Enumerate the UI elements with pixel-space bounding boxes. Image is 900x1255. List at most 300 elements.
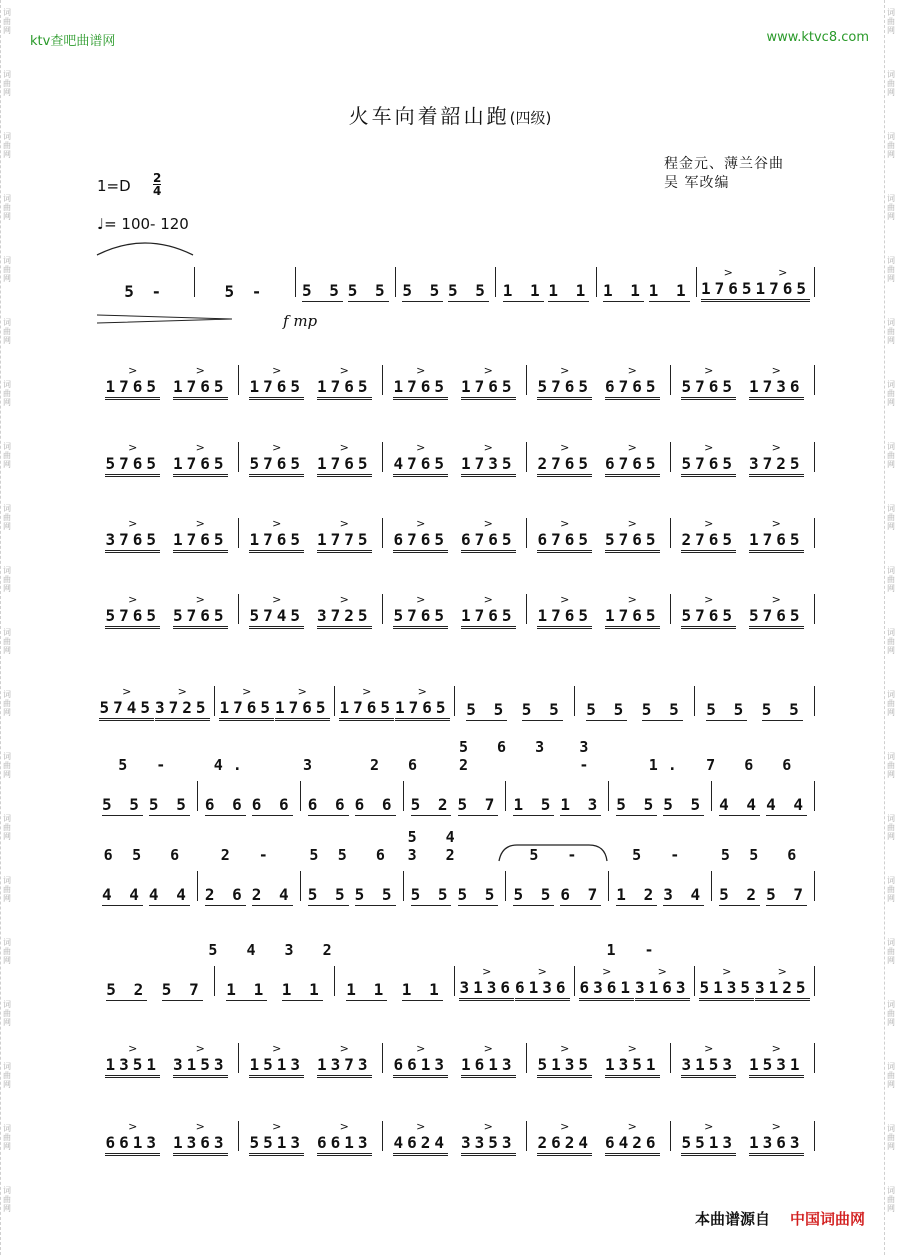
- note-text: 1 1: [548, 281, 590, 300]
- watermark-text: 词 曲 网: [3, 628, 11, 655]
- accent-mark: >: [339, 364, 349, 377]
- note-group: [155, 686, 210, 721]
- note-group: [605, 1121, 660, 1156]
- accent-mark: >: [704, 593, 714, 606]
- note-group: [681, 1043, 736, 1078]
- tempo-marking: ♩= 100- 120: [97, 215, 189, 233]
- note-text: 5765: [749, 606, 804, 629]
- note-text: 5765: [105, 454, 160, 477]
- note-group: [105, 442, 160, 477]
- note-group: [515, 966, 570, 1001]
- accent-mark: >: [272, 517, 282, 530]
- note-group: [205, 783, 246, 816]
- upper-voice-measure: [198, 842, 301, 864]
- note-group: [105, 1121, 160, 1156]
- accent-mark: >: [560, 1120, 570, 1133]
- watermark-text: 词 曲 网: [887, 442, 895, 469]
- page-title: [0, 100, 900, 129]
- note-group: [393, 594, 448, 629]
- note-text: 3153: [173, 1055, 228, 1078]
- note-text: 3765: [105, 530, 160, 553]
- accent-mark: >: [416, 364, 426, 377]
- measure: [455, 681, 574, 721]
- note-group: [249, 1121, 304, 1156]
- measure: [95, 360, 238, 400]
- accent-mark: >: [483, 517, 493, 530]
- accent-mark: >: [627, 441, 637, 454]
- upper-voice-notes: 5 -: [632, 846, 690, 864]
- note-text: 5 5: [466, 700, 508, 719]
- accent-mark: >: [272, 593, 282, 606]
- upper-voice-notes: 5 6: [749, 846, 807, 864]
- note-group: [219, 686, 274, 721]
- note-group: [605, 594, 660, 629]
- measure: [198, 866, 300, 906]
- note-group: [317, 1121, 372, 1156]
- note-group: [173, 1043, 228, 1078]
- note-text: 3136: [459, 978, 514, 1001]
- watermark-text: 词 曲 网: [3, 1186, 11, 1213]
- accent-mark: >: [339, 1042, 349, 1055]
- note-text: 1373: [317, 1055, 372, 1078]
- note-text: 5765: [681, 606, 736, 629]
- note-text: 3353: [461, 1133, 516, 1156]
- note-group: [308, 873, 349, 906]
- note-group: [749, 442, 804, 477]
- header-right-site[interactable]: www.ktvc8.com: [766, 30, 869, 45]
- measure: [712, 776, 814, 816]
- note-group: [681, 518, 736, 553]
- measure: [671, 360, 814, 400]
- measure: [239, 1116, 382, 1156]
- bar-line: [814, 1043, 815, 1073]
- note-group: [681, 365, 736, 400]
- upper-voice-notes: 2 6: [369, 756, 428, 774]
- watermark-text: 词 曲 网: [3, 70, 11, 97]
- note-text: 6765: [605, 377, 660, 400]
- upper-voice-measure: [275, 752, 455, 774]
- note-text: 5 5: [402, 281, 444, 300]
- note-group: [537, 442, 592, 477]
- measure: [335, 681, 454, 721]
- bar-line: [814, 966, 815, 996]
- note-text: 1765: [756, 279, 811, 302]
- note-group: [537, 1043, 592, 1078]
- note-text: 5513: [249, 1133, 304, 1156]
- measure: [239, 1038, 382, 1078]
- accent-mark: >: [483, 441, 493, 454]
- bar-line: [814, 686, 815, 716]
- watermark-text: 词 曲 网: [3, 566, 11, 593]
- note-group: [102, 873, 143, 906]
- upper-voice-notes: 2 -: [220, 846, 278, 864]
- note-group: [699, 966, 754, 1001]
- watermark-text: 词 曲 网: [887, 566, 895, 593]
- accent-mark: >: [627, 364, 637, 377]
- measure: [296, 262, 395, 302]
- measure: [198, 776, 300, 816]
- upper-voice-notes: 5 4 3 2: [407, 828, 465, 864]
- upper-voice-measure: [635, 752, 815, 774]
- note-group: [681, 594, 736, 629]
- note-text: 1363: [173, 1133, 228, 1156]
- accent-mark: >: [560, 517, 570, 530]
- note-text: 6 6: [251, 795, 293, 814]
- note-group: [173, 1121, 228, 1156]
- accent-mark: >: [627, 517, 637, 530]
- note-group: [249, 442, 304, 477]
- note-text: 1765: [339, 698, 394, 721]
- note-text: 1765: [461, 606, 516, 629]
- score-row: [95, 681, 815, 721]
- note-text: 5 5: [102, 795, 143, 814]
- accent-mark: >: [560, 441, 570, 454]
- watermark-text: 词 曲 网: [887, 938, 895, 965]
- upper-voice-row: [95, 828, 815, 864]
- note-text: 5765: [681, 377, 736, 400]
- note-text: 1765: [249, 377, 304, 400]
- note-group: [755, 966, 810, 1001]
- accent-mark: >: [771, 1042, 781, 1055]
- accent-mark: >: [122, 685, 132, 698]
- note-text: 5 2: [106, 980, 148, 999]
- score-row: [95, 360, 815, 400]
- note-text: 1775: [317, 530, 372, 553]
- note-text: 4 4: [148, 885, 190, 904]
- upper-voice-measure: [455, 738, 635, 774]
- watermark-text: 词 曲 网: [887, 504, 895, 531]
- note-text: 5135: [699, 978, 754, 1001]
- note-group: [537, 594, 592, 629]
- measure: [95, 866, 197, 906]
- note-text: 6765: [605, 454, 660, 477]
- measure: [383, 1116, 526, 1156]
- note-text: 4765: [393, 454, 448, 477]
- note-group: [522, 688, 563, 721]
- note-text: 5745: [99, 698, 154, 721]
- note-text: 6613: [105, 1133, 160, 1156]
- note-text: 6765: [461, 530, 516, 553]
- accent-mark: >: [128, 593, 138, 606]
- accent-mark: >: [722, 965, 732, 978]
- note-text: 1765: [605, 606, 660, 629]
- watermark-text: 词 曲 网: [887, 256, 895, 283]
- note-text: 5513: [681, 1133, 736, 1156]
- watermark-text: 词 曲 网: [887, 132, 895, 159]
- note-group: [317, 518, 372, 553]
- note-group: [173, 442, 228, 477]
- note-text: 1765: [461, 377, 516, 400]
- accent-mark: >: [704, 1042, 714, 1055]
- note-text: 6426: [605, 1133, 660, 1156]
- measure: [239, 513, 382, 553]
- note-group: [275, 686, 330, 721]
- note-group: [402, 269, 443, 302]
- measure: [671, 589, 814, 629]
- note-text: 5 5: [307, 885, 349, 904]
- note-group: [461, 518, 516, 553]
- accent-mark: >: [339, 1120, 349, 1133]
- note-group: [173, 594, 228, 629]
- decrescendo-hairpin: [97, 314, 232, 324]
- note-text: 5 7: [161, 980, 203, 999]
- note-group: [605, 365, 660, 400]
- note-group: [411, 873, 452, 906]
- measure: [597, 262, 696, 302]
- upper-voice-measure: [95, 937, 455, 959]
- note-text: 5 5: [302, 281, 343, 300]
- upper-voice-notes: 5: [309, 846, 329, 864]
- note-text: 1 1: [648, 281, 690, 300]
- note-group: [393, 1043, 448, 1078]
- note-group: [395, 686, 450, 721]
- upper-voice-notes: 4.: [213, 756, 252, 774]
- accent-mark: >: [242, 685, 252, 698]
- note-group: [762, 688, 803, 721]
- note-group: [537, 365, 592, 400]
- accent-mark: >: [704, 1120, 714, 1133]
- note-text: 1351: [605, 1055, 660, 1078]
- upper-voice-row: [95, 738, 815, 774]
- measure: [95, 437, 238, 477]
- accent-mark: >: [128, 441, 138, 454]
- note-text: 3153: [681, 1055, 736, 1078]
- upper-voice-notes: 5 6 3 2: [459, 738, 555, 774]
- note-group: [537, 518, 592, 553]
- note-text: 1613: [461, 1055, 516, 1078]
- watermark-text: 词 曲 网: [887, 194, 895, 221]
- accent-mark: >: [771, 517, 781, 530]
- note-group: [458, 783, 499, 816]
- measure: [506, 776, 608, 816]
- note-group: [579, 966, 634, 1001]
- accent-mark: >: [339, 593, 349, 606]
- note-text: 6 6: [204, 795, 246, 814]
- upper-voice-measure: [95, 752, 275, 774]
- note-group: [393, 442, 448, 477]
- note-text: 1 1: [502, 281, 544, 300]
- note-group: [461, 1043, 516, 1078]
- accent-mark: >: [416, 1042, 426, 1055]
- note-text: 5 5: [347, 281, 389, 300]
- header-left-site[interactable]: ktv查吧曲谱网: [30, 34, 116, 49]
- measure: [695, 961, 814, 1001]
- note-text: 5 -: [124, 282, 166, 301]
- note-group: [461, 442, 516, 477]
- accent-mark: >: [339, 517, 349, 530]
- measure: [575, 961, 694, 1001]
- measure: [95, 1116, 238, 1156]
- bar-line: [814, 518, 815, 548]
- measure: [671, 1116, 814, 1156]
- measure: [527, 1038, 670, 1078]
- accent-mark: >: [777, 965, 787, 978]
- dynamics-marking: f mp: [283, 312, 318, 330]
- note-group: [548, 269, 589, 302]
- note-text: 6613: [393, 1055, 448, 1078]
- key-signature: 1=D: [97, 177, 131, 195]
- note-text: 1 5: [513, 795, 555, 814]
- upper-voice-notes: 1 -: [606, 941, 664, 959]
- measure: [215, 961, 334, 1001]
- watermark-text: 词 曲 网: [887, 1186, 895, 1213]
- measure: [506, 866, 608, 906]
- score-row: [95, 866, 815, 906]
- note-group: [105, 518, 160, 553]
- note-text: 4 4: [719, 795, 761, 814]
- measure: [527, 1116, 670, 1156]
- title-level: (四级): [509, 109, 552, 127]
- note-text: 5 5: [410, 885, 452, 904]
- upper-voice-notes: 5 6: [132, 846, 190, 864]
- accent-mark: >: [272, 1042, 282, 1055]
- measure: [697, 262, 814, 302]
- upper-voice-measure: [301, 842, 404, 864]
- watermark-text: 词 曲 网: [3, 318, 11, 345]
- accent-mark: >: [704, 364, 714, 377]
- note-group: [663, 783, 704, 816]
- note-text: 1 3: [560, 795, 602, 814]
- footer: [695, 1208, 865, 1229]
- note-text: 5 5: [761, 700, 803, 719]
- note-group: [105, 594, 160, 629]
- measure: [239, 360, 382, 400]
- note-text: 5 5: [641, 700, 683, 719]
- note-group: [411, 783, 452, 816]
- measure: [195, 262, 294, 302]
- note-group: [317, 442, 372, 477]
- note-group: [249, 518, 304, 553]
- note-group: [635, 966, 690, 1001]
- measure: [671, 1038, 814, 1078]
- measure: [527, 589, 670, 629]
- note-group: [586, 688, 627, 721]
- watermark-text: 词 曲 网: [3, 256, 11, 283]
- watermark-text: 词 曲 网: [3, 876, 11, 903]
- accent-mark: >: [537, 965, 547, 978]
- upper-voice-notes: 5 4 3 2: [208, 941, 342, 959]
- watermark-text: 词 曲 网: [887, 752, 895, 779]
- note-text: 5 7: [766, 885, 807, 904]
- measure: [383, 589, 526, 629]
- note-text: 1765: [173, 377, 228, 400]
- upper-voice-notes: 5 -: [118, 756, 176, 774]
- note-text: 5765: [537, 377, 592, 400]
- note-text: 1765: [173, 454, 228, 477]
- accent-mark: >: [416, 517, 426, 530]
- note-group: [701, 267, 756, 302]
- accent-mark: >: [627, 593, 637, 606]
- measure: [95, 776, 197, 816]
- note-group: [249, 365, 304, 400]
- upper-voice-notes: 6: [103, 846, 123, 864]
- note-group: [706, 688, 747, 721]
- upper-voice-measure: [455, 937, 815, 959]
- note-text: 5 2: [719, 885, 761, 904]
- accent-mark: >: [416, 1120, 426, 1133]
- measure: [609, 866, 711, 906]
- note-text: 5745: [249, 606, 304, 629]
- note-group: [252, 783, 293, 816]
- note-group: [173, 518, 228, 553]
- time-signature-top: 2: [153, 171, 162, 185]
- note-text: 6 6: [307, 795, 349, 814]
- footer-source-site[interactable]: 中国词曲网: [789, 1210, 865, 1228]
- accent-mark: >: [771, 364, 781, 377]
- watermark-text: 词 曲 网: [3, 1000, 11, 1027]
- upper-voice-measure: [404, 828, 507, 864]
- watermark-text: 词 曲 网: [3, 380, 11, 407]
- note-text: 3725: [155, 698, 210, 721]
- note-text: 6613: [317, 1133, 372, 1156]
- note-group: [317, 594, 372, 629]
- note-text: 5 5: [457, 885, 499, 904]
- measure: [239, 437, 382, 477]
- note-text: 1765: [701, 279, 756, 302]
- watermark-text: 词 曲 网: [3, 752, 11, 779]
- note-text: 5 5: [513, 885, 555, 904]
- measure: [455, 961, 574, 1001]
- accent-mark: >: [195, 1042, 205, 1055]
- note-group: [461, 1121, 516, 1156]
- note-group: [105, 365, 160, 400]
- accent-mark: >: [416, 593, 426, 606]
- upper-voice-notes: 5: [720, 846, 740, 864]
- note-group: [458, 873, 499, 906]
- note-group: [402, 968, 443, 1001]
- measure: [712, 866, 814, 906]
- measure: [383, 360, 526, 400]
- note-text: 1351: [105, 1055, 160, 1078]
- measure: [575, 681, 694, 721]
- note-text: 2765: [537, 454, 592, 477]
- measure: [695, 681, 814, 721]
- note-group: [766, 783, 807, 816]
- note-text: 2 6: [204, 885, 246, 904]
- accent-mark: >: [483, 1120, 493, 1133]
- measure: [95, 961, 214, 1001]
- note-text: 3163: [635, 978, 690, 1001]
- note-group: [393, 365, 448, 400]
- watermark-text: 词 曲 网: [3, 1124, 11, 1151]
- accent-mark: >: [272, 364, 282, 377]
- note-group: [756, 267, 811, 302]
- note-text: 5765: [105, 606, 160, 629]
- note-text: 1736: [749, 377, 804, 400]
- bar-line: [814, 871, 815, 901]
- note-group: [105, 1043, 160, 1078]
- footer-source-label: 本曲谱源自: [694, 1210, 770, 1228]
- measure: [301, 776, 403, 816]
- watermark-text: 词 曲 网: [887, 814, 895, 841]
- accent-mark: >: [483, 1042, 493, 1055]
- note-group: [649, 269, 690, 302]
- score-row: [95, 513, 815, 553]
- score-row: [95, 262, 815, 302]
- accent-mark: >: [560, 1042, 570, 1055]
- accent-mark: >: [128, 364, 138, 377]
- note-group: [719, 783, 760, 816]
- accent-mark: >: [195, 441, 205, 454]
- note-group: [448, 269, 489, 302]
- note-group: [719, 873, 760, 906]
- accent-mark: >: [128, 517, 138, 530]
- accent-mark: >: [602, 965, 612, 978]
- accent-mark: >: [560, 593, 570, 606]
- accent-mark: >: [771, 441, 781, 454]
- measure: [404, 776, 506, 816]
- accent-mark: >: [128, 1042, 138, 1055]
